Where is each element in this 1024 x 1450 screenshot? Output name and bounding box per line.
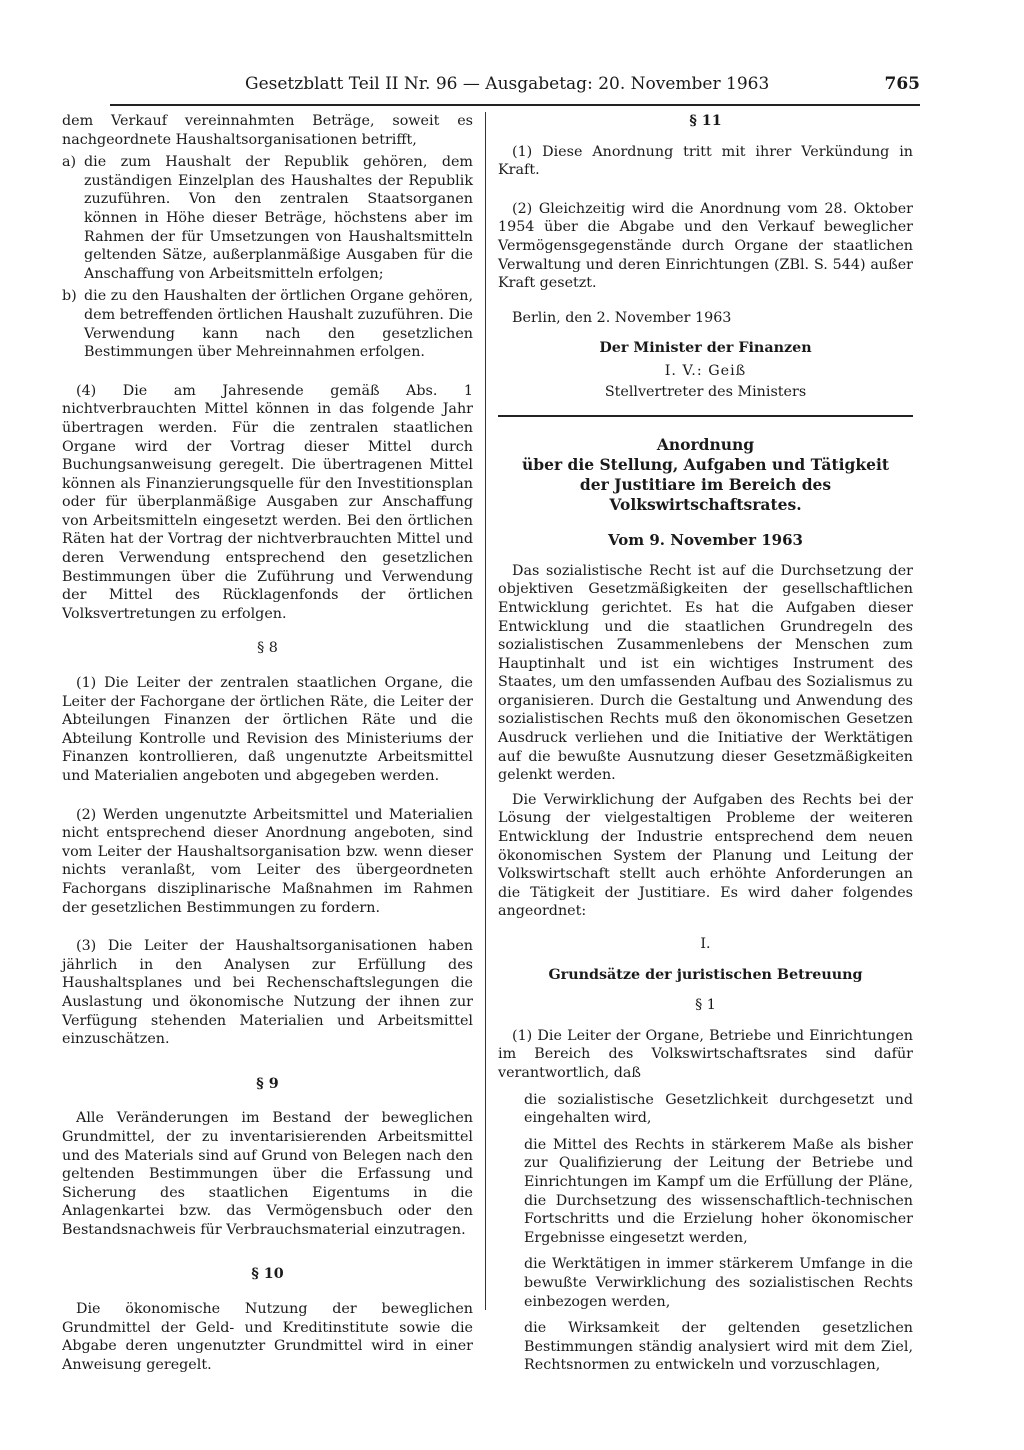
left-column — [62, 112, 473, 1374]
ordinance-date: Vom 9. November 1963 — [608, 531, 803, 550]
preamble-para-1: Das sozialistische Recht ist auf die Durchsetzung der objektiven Gesetzmäßigkeiten der gesellschaftlichen Entwicklung gerichtet. Es hat die Aufgaben dieser Entwicklung und die staatlichen Grundregeln des sozialistischen Zusammenlebens der Menschen zum Hauptinhalt und ist ein wichtiges Instrument des Staates, um den umfassenden Aufbau des Sozialismus zu organisieren. Durch die Gestaltung und Anwendung des sozialistischen Rechts muß den ökonomischen Gesetzen Ausdruck verliehen und die Initiative der Werktätigen auf die bewußte Ausnutzung dieser Gesetzmäßigkeiten gelenkt werden. — [498, 562, 913, 784]
paragraph-4: (4) Die am Jahresende gemäß Abs. 1 nichtverbrauchten Mittel können in das folgende Jahr übertragen werden. Für die zentralen staatlichen Organe wird der Vortrag dieser Mittel durch Buchungsanweisung geregelt. Die übertragenen Mittel können als Finanzierungsquelle für den Investitionsplan oder für überplanmäßige Ausgaben zur Anschaffung von Arbeitsmitteln eingesetzt werden. Bei den örtlichen Räten hat der Vortrag der nichtverbrauchten Mittel und deren Verwendung entsprechend den gesetzlichen Bestimmungen über die Zuführung und Verwendung der Mittel des Rücklagenfonds der örtlichen Volksvertretungen zu erfolgen. — [62, 382, 473, 622]
ordinance-title-line-2: über die Stellung, Aufgaben und Tätigkeit — [521, 455, 890, 475]
intro-paragraph: dem Verkauf vereinnahmten Beträge, soweit es nachgeordnete Haushaltsorganisationen betrifft, — [62, 113, 473, 148]
list-item: die sozialistische Gesetzlichkeit durchgesetzt und eingehalten wird, — [524, 1091, 913, 1127]
list-item-text: die zum Haushalt der Republik gehören, dem zuständigen Einzelplan des Haushaltes der Republik zuzuführen. Von den zentralen Staatsorganen können in Höhe dieser Beträge, höchstens aber im Rahmen der für Umsetzungen von Haushaltsmitteln geltenden Sätze, außerplanmäßige Ausgaben für die Anschaffung von Arbeitsmitteln erfolgen; — [84, 154, 473, 282]
part-subheading: Grundsätze der juristischen Betreuung — [548, 966, 863, 983]
section-heading-11: § 11 — [689, 113, 722, 129]
part-heading: I. — [700, 936, 711, 952]
section-separator — [498, 415, 913, 417]
list-item: die Werktätigen in immer stärkerem Umfange in die bewußte Verwirklichung des sozialistischen Rechts einbezogen werden, — [524, 1256, 913, 1310]
section-heading-9: § 9 — [256, 1075, 279, 1092]
section-8-para-1: (1) Die Leiter der zentralen staatlichen Organe, die Leiter der Fachorgane der örtlichen Räte, die Leiter der Abteilungen Finanzen der örtlichen Räte und die Abteilung Kontrolle und Revision des Ministeriums der Finanzen kontrollieren, daß ungenutzte Arbeitsmittel und Materialien angeboten und abgegeben werden. — [62, 675, 473, 784]
column-divider — [485, 112, 486, 1310]
ordinance-title-line-3: der Justitiare im Bereich des Volkswirtschaftsrates. — [579, 475, 832, 515]
list-item — [62, 153, 473, 283]
ordinance-title-line-1: Anordnung — [656, 435, 755, 455]
right-column — [498, 112, 913, 1375]
header-title: Gesetzblatt Teil II Nr. 96 — Ausgabetag: 20. November 1963 — [245, 74, 770, 94]
section-heading-10: § 10 — [251, 1266, 284, 1283]
place-date: Berlin, den 2. November 1963 — [512, 309, 732, 326]
section-1-para-1: (1) Die Leiter der Organe, Betriebe und Einrichtungen im Bereich des Volkswirtschaftsrates sind dafür verantwortlich, daß — [498, 1027, 913, 1081]
list-item — [62, 287, 473, 361]
page-header — [110, 74, 920, 102]
list-item-text: die zu den Haushalten der örtlichen Organe gehören, dem betreffenden örtlichen Haushalt zuzuführen. Die Verwendung kann nach den gesetzlichen Bestimmungen über Mehreinnahmen erfolgen. — [84, 288, 473, 361]
signer-role: Stellvertreter des Ministers — [604, 383, 807, 400]
list-item: die Wirksamkeit der geltenden gesetzlichen Bestimmungen ständig analysiert wird mit dem Ziel, Rechtsnormen zu entwickeln und vorzuschlagen, — [524, 1320, 913, 1374]
signer-name: I. V.: Geiß — [664, 362, 747, 379]
section-11-para-2: (2) Gleichzeitig wird die Anordnung vom 28. Oktober 1954 über die Abgabe und den Verkauf beweglicher Vermögensgegenstände durch Organe der staatlichen Verwaltung und deren Einrichtungen (ZBl. S. 544) außer Kraft gesetzt. — [498, 200, 913, 292]
section-10-text: Die ökonomische Nutzung der beweglichen Grundmittel der Geld- und Kreditinstitute sowie die Abgabe deren ungenutzter Grundmittel wird in einer Anweisung geregelt. — [62, 1301, 473, 1373]
section-heading-1: § 1 — [695, 997, 716, 1014]
section-heading-8: § 8 — [257, 640, 278, 657]
list-item: die Mittel des Rechts in stärkerem Maße als bisher zur Qualifizierung der Leitung der Betriebe und Einrichtungen im Kampf um die Erfüllung der Pläne, die Durchsetzung des wissenschaftlich-technischen Fortschritts und die Erzielung hoher ökonomischer Ergebnisse eingesetzt werden, — [524, 1136, 913, 1246]
section-8-para-2: (2) Werden ungenutzte Arbeitsmittel und Materialien nicht entsprechend dieser Anordnung angeboten, sind vom Leiter der Haushaltsorganisation bzw. wenn dieser nichts veranlaßt, vom Leiter des übergeordneten Fachorgans disziplinarische Maßnahmen im Rahmen der gesetzlichen Bestimmungen zu fordern. — [62, 806, 473, 916]
section-9-text: Alle Veränderungen im Bestand der beweglichen Grundmittel, der zu inventarisierenden Arbeitsmittel und des Materials sind auf Grund von Belegen nach den geltenden Bestimmungen über die Erfassung und Sicherung des staatlichen Eigentums in die Anlagenkartei bzw. das Vermögensbuch oder den Bestandsnachweis für Verbrauchsmaterial einzutragen. — [62, 1110, 473, 1238]
list-item-label: a) — [62, 154, 77, 171]
section-8-para-3: (3) Die Leiter der Haushaltsorganisationen haben jährlich in den Analysen zur Erfüllung des Haushaltsplanes und bei Rechenschaftslegungen die Auslastung und ökonomische Nutzung der ihnen zur Verfügung stehenden Materialien und Arbeitsmittel einzuschätzen. — [62, 938, 473, 1048]
section-11-para-1: (1) Diese Anordnung tritt mit ihrer Verkündung in Kraft. — [498, 143, 913, 179]
list-item-label: b) — [62, 288, 77, 305]
minister-title: Der Minister der Finanzen — [599, 340, 812, 357]
header-rule — [110, 104, 920, 106]
preamble-para-2: Die Verwirklichung der Aufgaben des Rechts bei der Lösung der vielgestaltigen Probleme der weiteren Entwicklung der Industrie entsprechend dem neuen ökonomischen System der Planung und Leitung der Volkswirtschaft stellt auch erhöhte Anforderungen an die Tätigkeit der Justitiare. Es wird daher folgendes angeordnet: — [498, 791, 913, 920]
page-number: 765 — [884, 74, 920, 94]
